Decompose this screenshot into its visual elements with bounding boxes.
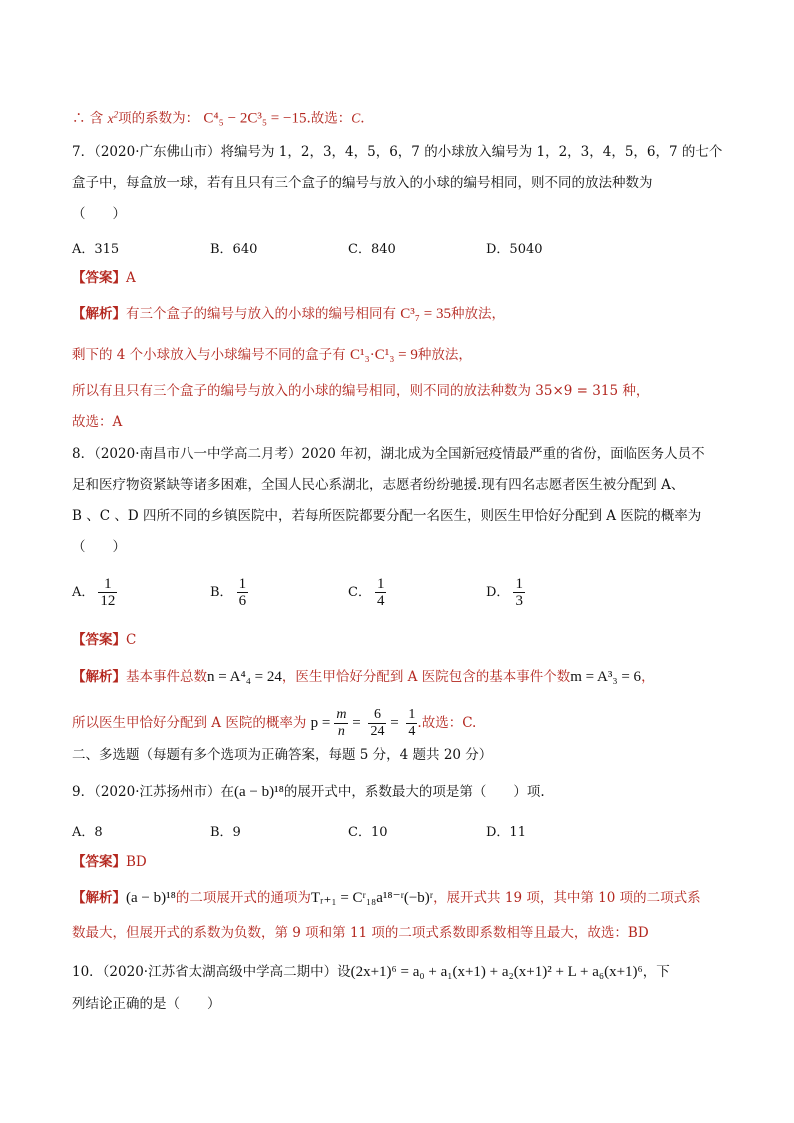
- analysis-text: 有三个盒子的编号与放入的小球的编号相同有: [126, 306, 396, 322]
- answer-tag: 【答案】: [72, 854, 126, 870]
- q8-text-line2: 足和医疗物资紧缺等诸多困难，全国人民心系湖北，志愿者纷纷驰援.现有四名志愿者医生被分配到 A、: [72, 477, 685, 493]
- fraction-denominator: 3: [515, 593, 523, 609]
- q10-prefix: 10．（2020·江苏省太湖高级中学高二期中）设: [72, 964, 351, 980]
- q8-option-b: [210, 576, 248, 609]
- fraction-numerator: 1: [104, 576, 112, 592]
- q10-suffix: ，下: [642, 964, 670, 980]
- analysis-text: 所以医生甲恰好分配到 A 医院的概率为: [72, 714, 307, 731]
- top-conclusion-line: [72, 104, 365, 129]
- analysis-tag: 【解析】: [72, 890, 126, 906]
- q9-analysis-line2: 数最大，但展开式的系数为负数，第 9 项和第 11 项的二项式系数即系数相等且最大，故选：BD: [72, 925, 649, 941]
- analysis-tail: .故选：C.: [417, 714, 477, 731]
- option-fraction: [237, 576, 249, 609]
- q8-paren: （ ）: [72, 539, 126, 555]
- answer-value: A: [126, 270, 136, 286]
- fraction-numerator: 1: [238, 576, 247, 592]
- q7-paren: （ ）: [72, 206, 126, 222]
- choose-answer: C: [351, 110, 361, 126]
- analysis-tail: ，展开式共 19 项，其中第 10 项的二项式系: [433, 890, 701, 906]
- q8-text-line3: B 、C 、D 四所不同的乡镇医院中，若每所医院都要分配一名医生，则医生甲恰好分配到 A 医院的概率为: [72, 508, 702, 524]
- q8-option-a: [72, 576, 117, 609]
- analysis-text: 基本事件总数: [126, 669, 207, 685]
- option-letter: A．: [72, 585, 95, 600]
- q9-answer: [72, 852, 147, 872]
- section-2-heading: 二、多选题（每题有多个选项为正确答案，每题 5 分，4 题共 20 分）: [72, 747, 493, 763]
- q7-answer: [72, 268, 136, 288]
- option-letter: B．: [210, 585, 233, 600]
- analysis-tag: 【解析】: [72, 669, 126, 685]
- period: .: [360, 110, 365, 127]
- fraction-6-24: $\frac{6}{24}$: [370, 707, 385, 739]
- option-fraction: [98, 576, 117, 609]
- total-events-expression: n = A⁴₄ = 24: [207, 669, 282, 685]
- q9-expression: (a − b)¹⁸: [234, 784, 284, 800]
- general-term-expression: Tᵣ₊₁ = Cʳ₁₈a¹⁸⁻ʳ(−b)ʳ: [310, 890, 434, 906]
- analysis-text: 剩下的 4 个小球放入与小球编号不同的盒子有: [72, 347, 346, 363]
- favorable-events-expression: m = A³₃ = 6: [570, 669, 642, 685]
- q7-analysis-line4: 故选：A: [72, 414, 123, 430]
- q8-option-c: [348, 576, 386, 609]
- fraction-m-n: $\frac{m}{n}$: [336, 707, 347, 739]
- answer-tag: 【答案】: [72, 270, 126, 286]
- q9-option-d: D．11: [486, 825, 526, 840]
- q10-text-line2: 列结论正确的是（ ）: [72, 996, 221, 1012]
- q9-analysis-line1: [72, 888, 701, 908]
- q10-expression: (2x+1)⁶ = a₀ + a₁(x+1) + a₂(x+1)² + L + a₆(x+1)⁶: [350, 964, 643, 980]
- q9-prefix: 9．（2020·江苏扬州市）在: [72, 784, 234, 800]
- q7-analysis-line1: [72, 304, 505, 324]
- q7-option-c: C．840: [348, 242, 396, 257]
- answer-value: C: [126, 632, 137, 648]
- analysis-text: ，: [641, 669, 655, 685]
- q9-option-b: B．9: [210, 825, 241, 840]
- q7-text-line1: 7．（2020·广东佛山市）将编号为 1，2，3，4，5，6，7 的小球放入编号为 1，2，3，4，5，6，7 的七个: [72, 144, 723, 160]
- q7-option-b: B．640: [210, 242, 258, 257]
- option-fraction: [375, 576, 387, 609]
- q9-text: [72, 782, 545, 802]
- analysis-tail: 种放法，: [417, 347, 472, 363]
- binomial-expression: (a − b)¹⁸: [126, 890, 176, 906]
- fraction-numerator: 1: [376, 576, 385, 592]
- analysis-tail: 种放法，: [451, 306, 505, 322]
- analysis-tag: 【解析】: [72, 306, 126, 322]
- q9-option-a: A．8: [72, 825, 103, 840]
- q7-option-a: A．315: [72, 242, 120, 257]
- q7-option-d: D．5040: [486, 242, 543, 257]
- fraction-denominator: 6: [238, 593, 247, 609]
- fraction-denominator: 12: [100, 593, 116, 609]
- answer-tag: 【答案】: [72, 632, 126, 648]
- q8-analysis-line2: [72, 707, 476, 740]
- q9-option-c: C．10: [348, 825, 388, 840]
- q10-text-line1: [72, 962, 670, 982]
- q8-option-d: [486, 576, 525, 609]
- q7-text-line2: 盒子中，每盒放一球，若有且只有三个盒子的编号与放入的小球的编号相同，则不同的放法种数为: [72, 175, 653, 191]
- coef-label: 项的系数为：: [118, 110, 200, 127]
- analysis-text: 的二项展开式的通项为: [175, 890, 311, 906]
- fraction-1-4: $\frac{1}{4}$: [408, 707, 416, 739]
- q9-suffix: 的展开式中，系数最大的项是第（ ）项.: [283, 784, 545, 800]
- q8-analysis-line1: [72, 667, 655, 687]
- option-letter: C．: [348, 585, 371, 600]
- q8-answer: [72, 630, 136, 650]
- analysis-text: ，医生甲恰好分配到 A 医院包含的基本事件个数: [281, 669, 571, 685]
- q8-text-line1: 8．（2020·南昌市八一中学高二月考）2020 年初，湖北成为全国新冠疫情最严重的省份，面临医务人员不: [72, 446, 705, 462]
- fraction-numerator: 1: [515, 576, 523, 592]
- answer-value: BD: [126, 854, 147, 870]
- analysis-expression: C¹₃·C¹₃ = 9: [349, 347, 418, 363]
- q7-analysis-line2: [72, 345, 472, 365]
- choose-label: .故选：: [306, 110, 352, 127]
- q7-analysis-line3: 所以有且只有三个盒子的编号与放入的小球的编号相同，则不同的放法种数为 35×9 = 315 种，: [72, 383, 650, 399]
- analysis-expression: C³₇ = 35: [400, 306, 451, 322]
- fraction-denominator: 4: [376, 593, 385, 609]
- option-letter: D．: [486, 585, 510, 600]
- probability-symbol: p =: [310, 714, 331, 731]
- probability-expression: p = $\frac{m}{n}$ = $\frac{6}{24}$ = $\frac{1}{4}$: [310, 707, 416, 739]
- therefore-prefix: ∴ 含: [72, 110, 104, 127]
- option-fraction: [513, 576, 525, 609]
- x-squared: $x^2$: [107, 109, 119, 126]
- coef-expression: C⁴₅ − 2C³₅ = −15: [203, 110, 307, 127]
